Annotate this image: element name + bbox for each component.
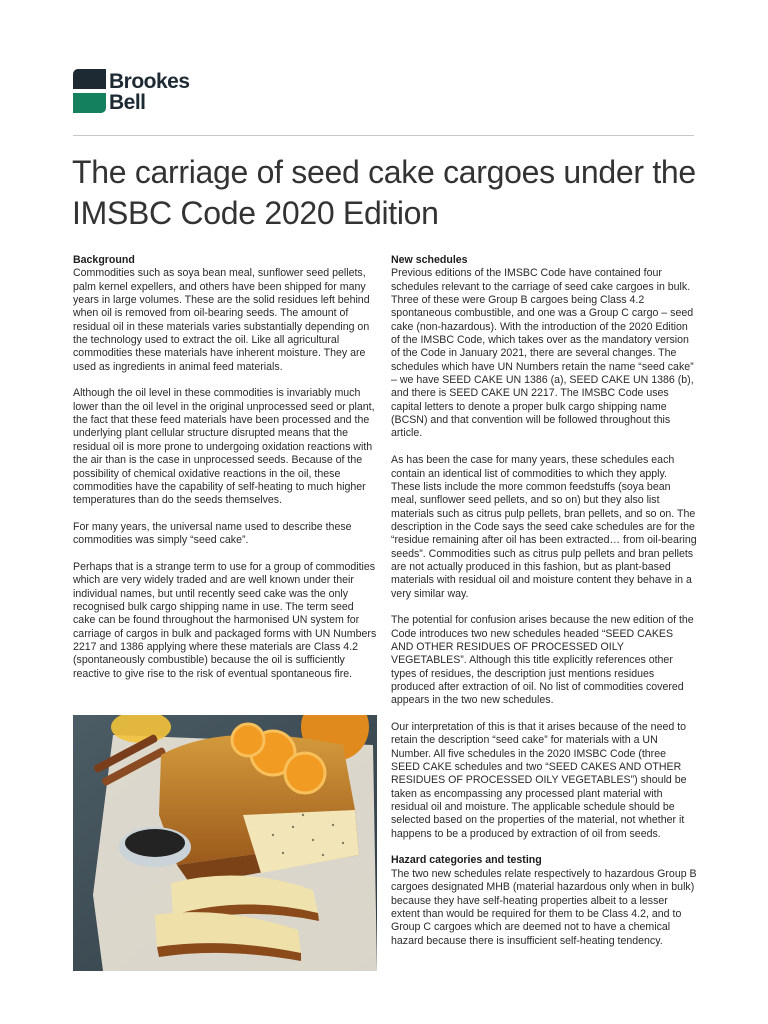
logo-wordmark <box>109 71 190 113</box>
paragraph: Commodities such as soya bean meal, sunflower seed pellets, palm kernel expellers, and others have been shipped for many years in large volumes. These are the solid residues left behind when oil is removed from oil-bearing seeds. The amount of residual oil in these materials varies substantially depending on the technology used to extract the oil. Like all agricultural commodities these materials have inherent moisture. They are used as ingredients in animal feed materials. <box>73 267 370 373</box>
logo-line-1: Brookes <box>109 70 190 93</box>
logo-line-2: Bell <box>109 91 146 114</box>
brookes-bell-logo <box>72 68 212 116</box>
header-divider <box>73 135 694 136</box>
paragraph: The two new schedules relate respectively to hazardous Group B cargoes designated MHB (material hazardous only when in bulk) because they have self-heating properties albeit to a lesser extent than would be required for them to be Class 4.2, and to Group C cargoes which are deemed not to have a chemical hazard because there is insufficient self-heating tendency. <box>391 867 697 947</box>
section-heading-hazard-categories: Hazard categories and testing <box>391 854 542 867</box>
paragraph: Our interpretation of this is that it arises because of the need to retain the description “seed cake” for materials with a UN Number. All five schedules in the 2020 IMSBC Code (three SEED CAKE schedules and two “SEED CAKES AND OTHER RESIDUES OF PROCESSED OILY VEGETABLES”) should be taken as encompassing any processed plant material with residual oil and moisture. The applicable schedule should be selected based on the properties of the material, not whether it happens to be a produced by extraction of oil from seeds. <box>391 721 687 840</box>
section-heading-background: Background <box>73 254 135 266</box>
seed-cake-photo <box>73 715 377 971</box>
paragraph: As has been the case for many years, these schedules each contain an identical list of commodities to which they apply. These lists include the more common feedstuffs (soya bean meal, sunflower seed pellets, and so on) but they also list materials such as citrus pulp pellets, bran pellets, and so on. The description in the Code says the seed cake schedules are for the “residue remaining after oil has been extracted… from oil-bearing seeds”. Commodities such as citrus pulp pellets and bran pellets are not actually produced in this fashion, but as plant-based materials with residual oil and moisture content they behave in a very similar way. <box>391 454 697 600</box>
logo-mark-icon <box>72 68 108 114</box>
paragraph: Perhaps that is a strange term to use for a group of commodities which are very widely traded and are well known under their individual names, but until recently seed cake was the only recognised bulk cargo shipping name in use. The term seed cake can be found throughout the harmonised UN system for carriage of cargos in bulk and packaged forms with UN Numbers 2217 and 1386 applying where these materials are Class 4.2 (spontaneously combustible) because the oil is sufficiently reactive to give rise to the risk of eventual spontaneous fire. <box>73 560 377 680</box>
seed-cake-illustration <box>73 715 377 971</box>
paragraph: Although the oil level in these commodities is invariably much lower than the oil level in the original unprocessed seed or plant, the fact that these feed materials have been processed and the underlying plant cellular structure disrupted means that the residual oil is more prone to undergoing oxidation reactions with the air than is the case in unprocessed seeds. Because of the possibility of chemical oxidative reactions in the oil, these commodities have the capability of self-heating to much higher temperatures than do the seeds themselves. <box>73 387 375 507</box>
left-column <box>73 254 379 694</box>
paragraph: Previous editions of the IMSBC Code have contained four schedules relevant to the carriage of seed cake cargoes in bulk. Three of these were Group B cargoes being Class 4.2 spontaneous combustible, and one was a Group C cargo – seed cake (non-hazardous). With the introduction of the 2020 Edition of the IMSBC Code, which takes over as the mandatory version of the Code in January 2021, there are several changes. The schedules which have UN Numbers retain the name “seed cake” – we have SEED CAKE UN 1386 (a), SEED CAKE UN 1386 (b), and there is SEED CAKE UN 2217. The IMSBC Code uses capital letters to denote a proper bulk cargo shipping name (BCSN) and that convention will be followed throughout this article. <box>391 267 694 440</box>
section-heading-new-schedules: New schedules <box>391 254 468 266</box>
paragraph: The potential for confusion arises because the new edition of the Code introduces two new schedules headed “SEED CAKES AND OTHER RESIDUES OF PROCESSED OILY VEGETABLES”. Although this title explicitly references other types of residues, the description just mentions residues produced after extraction of oil. No list of commodities covered appears in the two new schedules. <box>391 614 694 707</box>
article-title: The carriage of seed cake cargoes under the IMSBC Code 2020 Edition <box>72 154 696 231</box>
paragraph: For many years, the universal name used to describe these commodities was simply “seed cake”. <box>73 520 352 547</box>
right-column <box>391 254 697 961</box>
